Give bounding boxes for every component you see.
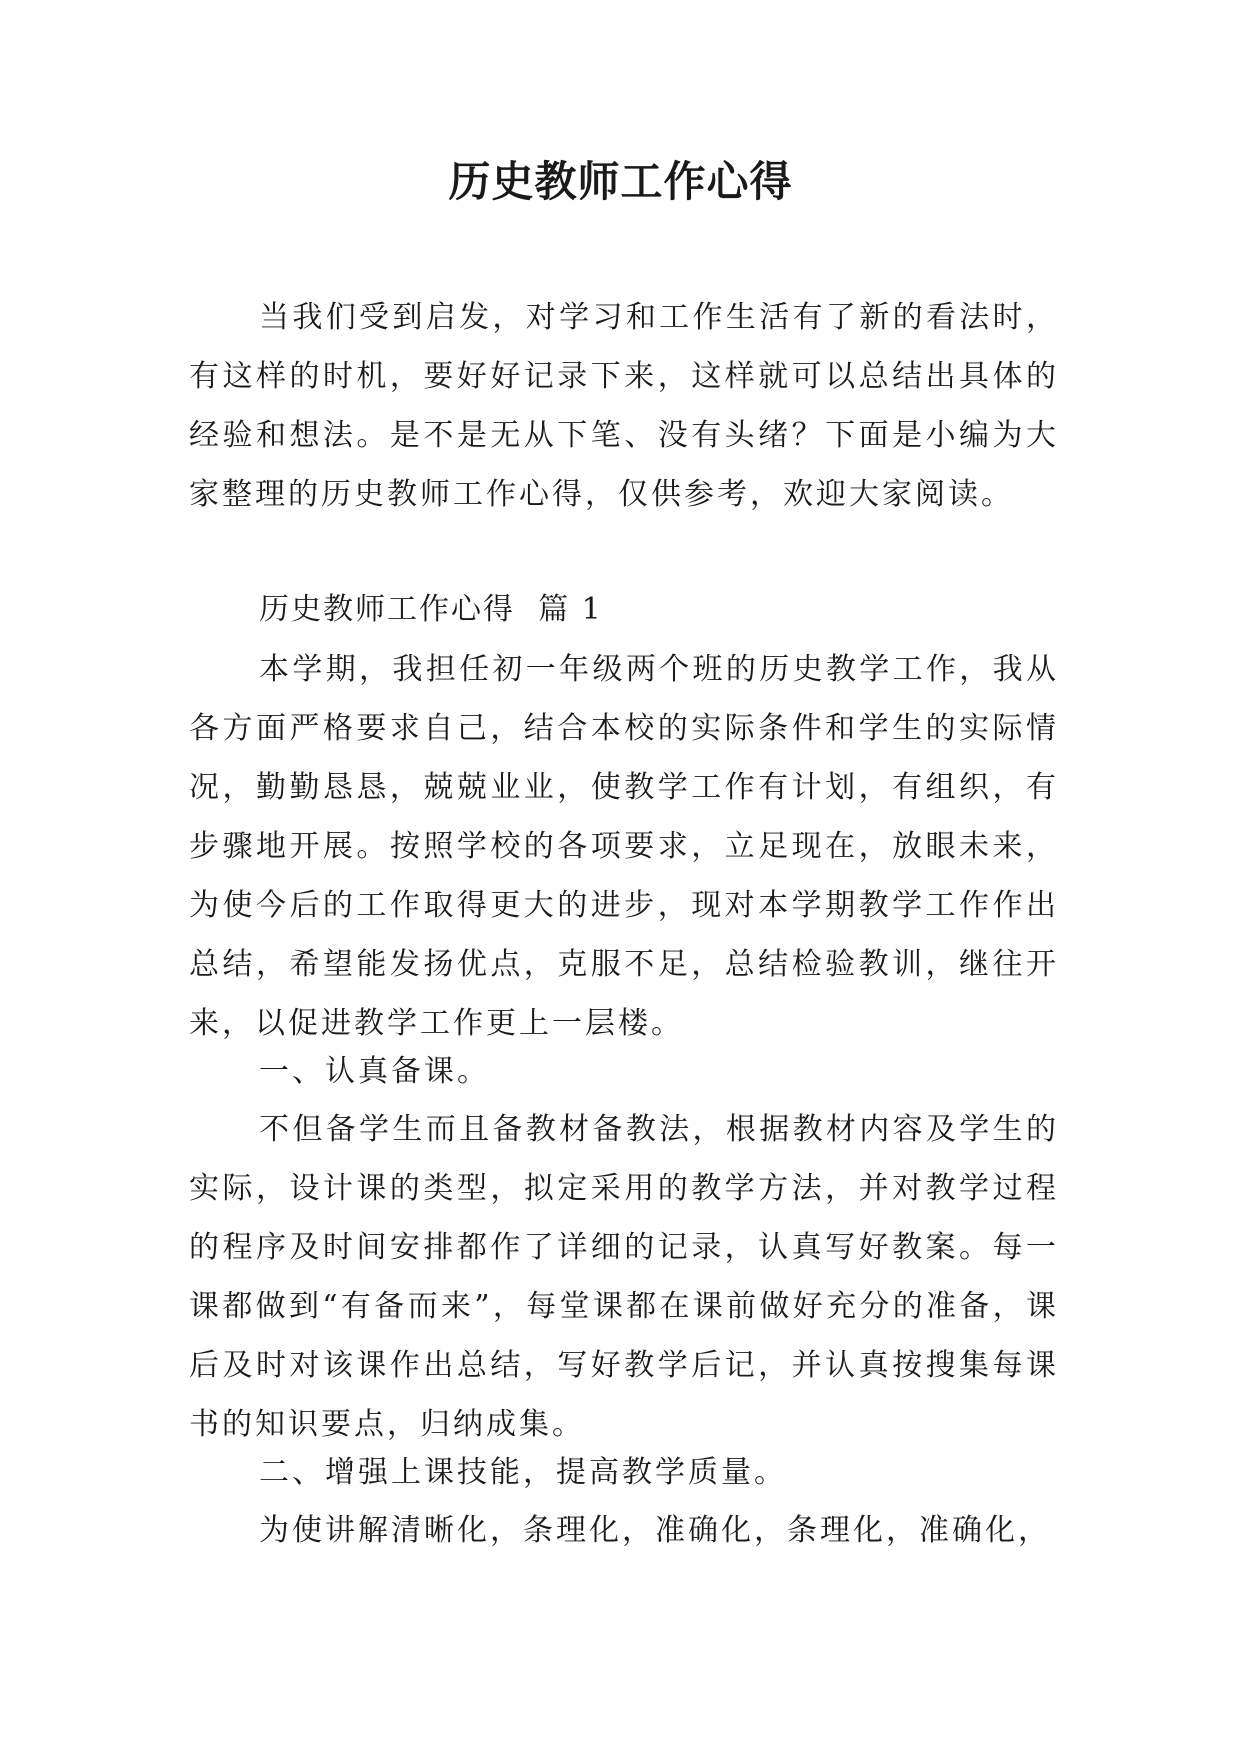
document-title: 历史教师工作心得 [448,157,793,206]
body-paragraph-3: 为使讲解清晰化，条理化，准确化，条理化，准确化， [259,1513,1051,1548]
body-paragraph-1: 本学期，我担任初一年级两个班的历史教学工作，我从各方面严格要求自己，结合本校的实际条件和学生的实际情况，勤勤恳恳，兢兢业业，使教学工作有计划，有组织，有步骤地开展。按照学校的各项要求，立足现在，放眼未来，为使今后的工作取得更大的进步，现对本学期教学工作作出总结，希望能发扬优点，克服不足，总结检验教训，继往开来，以促进教学工作更上一层楼。 [189,652,1059,1041]
subheading-2: 二、增强上课技能，提高教学质量。 [259,1455,787,1490]
subheading-1: 一、认真备课。 [259,1054,490,1089]
body-paragraph-2: 不但备学生而且备教材备教法，根据教材内容及学生的实际，设计课的类型，拟定采用的教学方法，并对教学过程的程序及时间安排都作了详细的记录，认真写好教案。每一课都做到“有备而来”，每堂课都在课前做好充分的准备，课后及时对该课作出总结，写好教学后记，并认真按搜集每课书的知识要点，归纳成集。 [189,1112,1059,1442]
section-heading: 历史教师工作心得 篇 1 [259,592,603,627]
intro-paragraph: 当我们受到启发，对学习和工作生活有了新的看法时，有这样的时机，要好好记录下来，这样就可以总结出具体的经验和想法。是不是无从下笔、没有头绪？下面是小编为大家整理的历史教师工作心得，仅供参考，欢迎大家阅读。 [189,300,1059,512]
